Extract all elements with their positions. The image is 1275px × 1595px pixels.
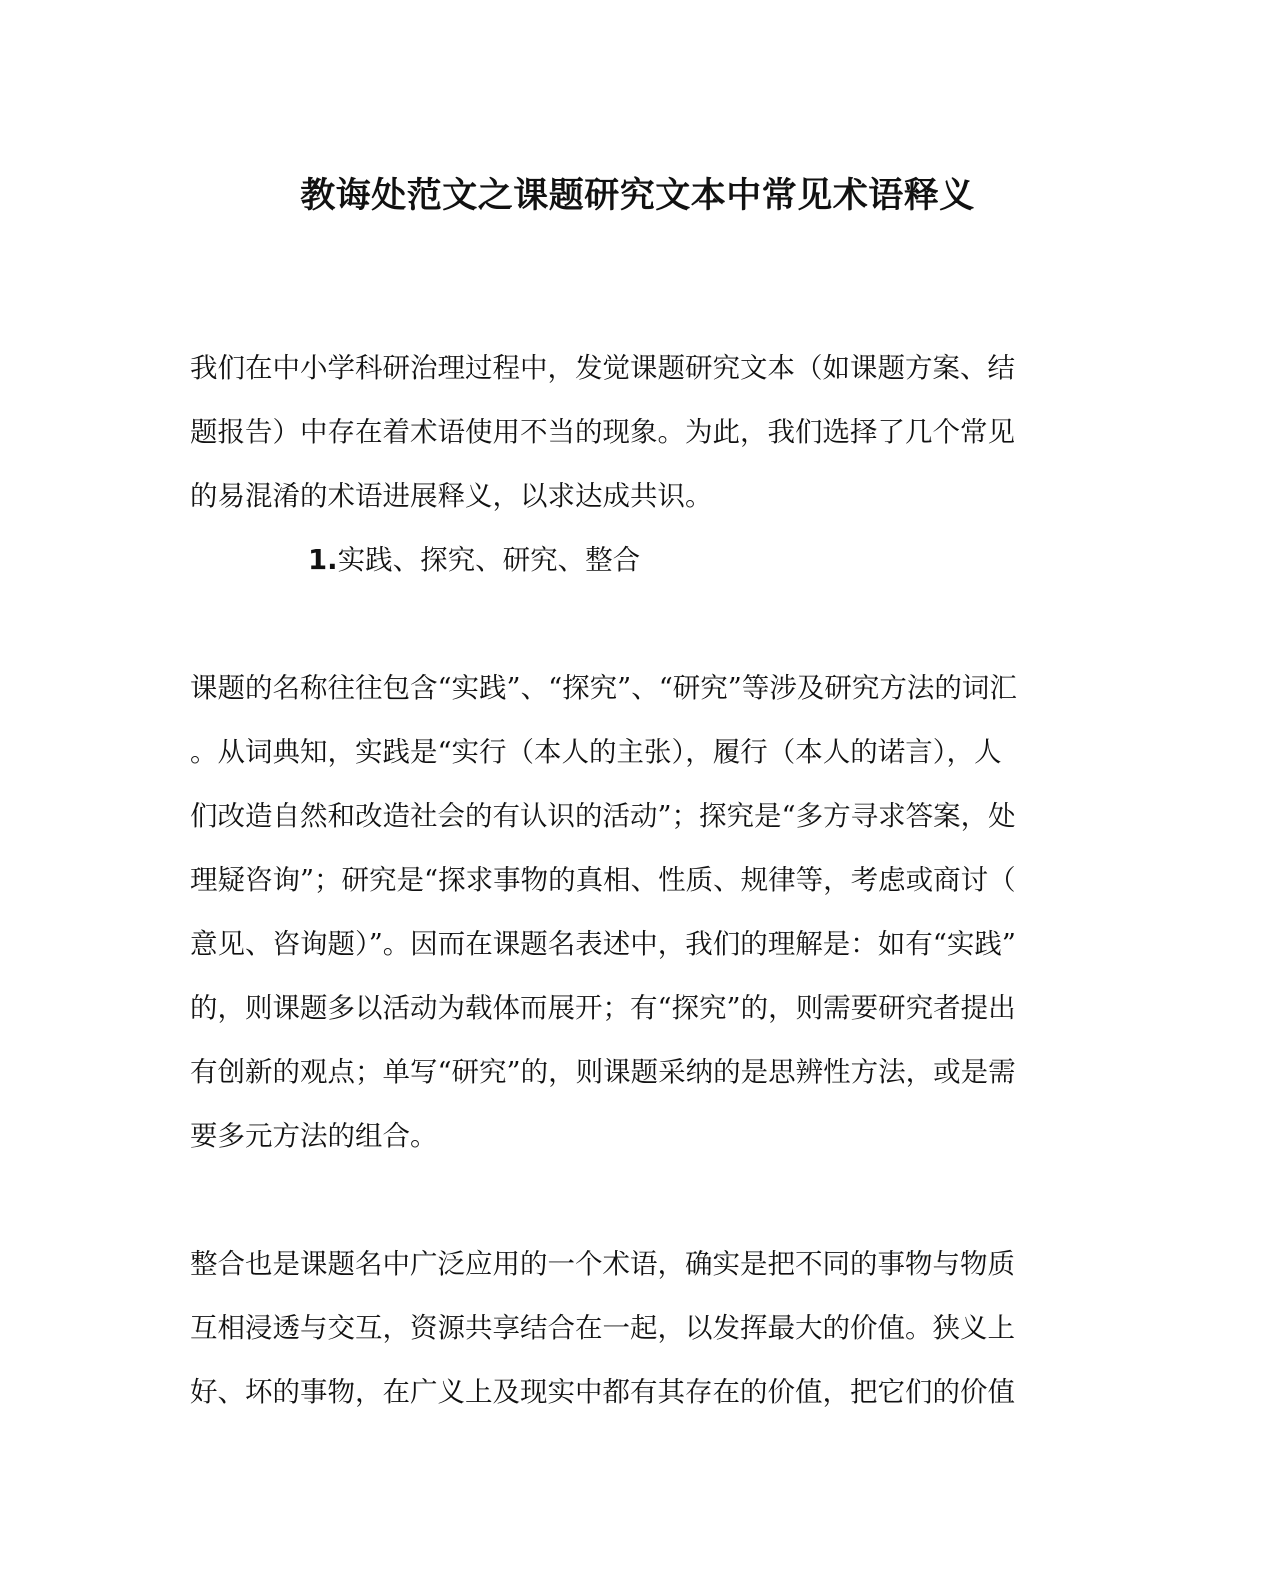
paragraph-line: 有创新的观点；单写“研究”的，则课题采纳的是思辨性方法，或是需	[190, 1056, 1016, 1088]
paragraph-line: 要多元方法的组合。	[190, 1120, 438, 1152]
paragraph-line: 们改造自然和改造社会的有认识的活动”；探究是“多方寻求答案，处	[190, 800, 1016, 832]
section-heading	[308, 528, 640, 592]
intro-line: 题报告）中存在着术语使用不当的现象。为此，我们选择了几个常见	[190, 416, 1015, 448]
intro-line: 我们在中小学科研治理过程中，发觉课题研究文本（如课题方案、结	[190, 352, 1015, 384]
paragraph-line: 课题的名称往往包含“实践”、“探究”、“研究”等涉及研究方法的词汇	[190, 672, 1017, 704]
paragraph-line: 互相浸透与交互，资源共享结合在一起，以发挥最大的价值。狭义上	[190, 1312, 1015, 1344]
paragraph-line: 整合也是课题名中广泛应用的一个术语，确实是把不同的事物与物质	[190, 1248, 1015, 1280]
section-number: 1.	[308, 544, 338, 576]
intro-paragraph	[190, 336, 1070, 528]
section-heading-text: 实践、探究、研究、整合	[337, 544, 641, 576]
body-paragraph-integration	[190, 1232, 1070, 1424]
body-paragraph-terms	[190, 656, 1070, 1168]
document-title: 教诲处范文之课题研究文本中常见术语释义	[300, 175, 975, 216]
intro-line: 的易混淆的术语进展释义，以求达成共识。	[190, 480, 713, 512]
paragraph-line: 。从词典知，实践是“实行（本人的主张），履行（本人的诺言），人	[190, 736, 1002, 768]
paragraph-line: 意见、咨询题）”。因而在课题名表述中，我们的理解是：如有“实践”	[190, 928, 1016, 960]
paragraph-line: 的，则课题多以活动为载体而展开；有“探究”的，则需要研究者提出	[190, 992, 1016, 1024]
paragraph-line: 好、坏的事物，在广义上及现实中都有其存在的价值，把它们的价值	[190, 1376, 1015, 1408]
paragraph-line: 理疑咨询”；研究是“探求事物的真相、性质、规律等，考虑或商讨（	[190, 864, 1016, 896]
